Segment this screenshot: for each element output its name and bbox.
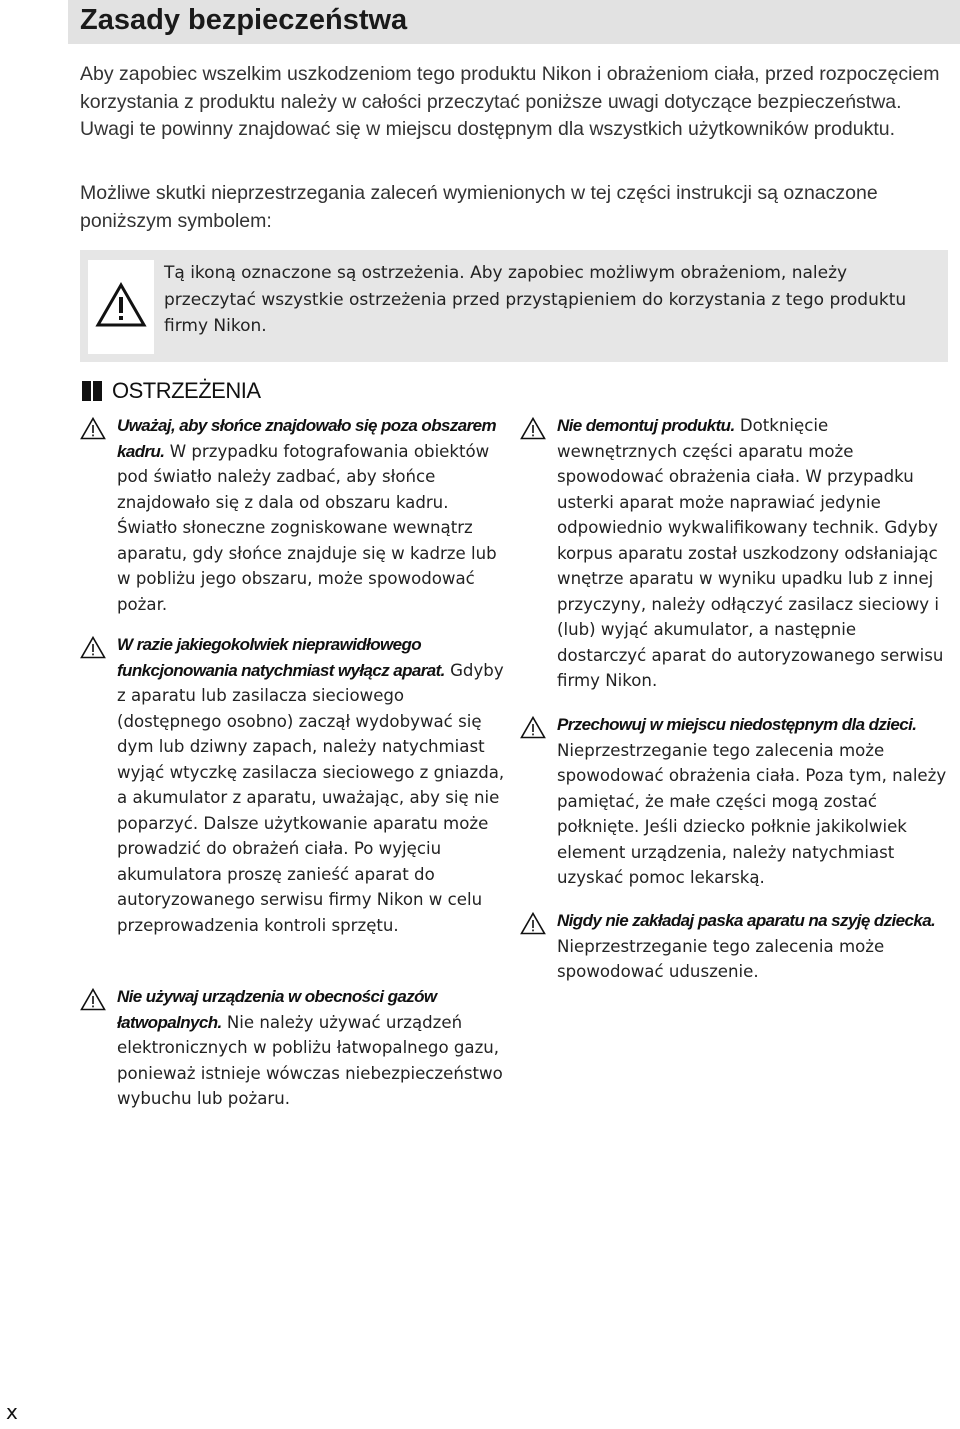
warning-text: Gdyby z aparatu lub zasilacza sieciowego (dostępnego osobno) zaczął wydobywać się dym lub dziwny zapach, należy natychmiast wyjąć wtyczkę zasilacza sieciowego z gniazda, a akumulator z aparatu, uważając, aby się nie poparzyć. Dalsze użytkowanie aparatu może prowadzić do obrażeń ciała. Po wyjęciu akumulatora proszę zanieść aparat do autoryzowanego serwisu firmy Nikon w celu przeprowadzenia kontroli sprzętu.	[117, 660, 505, 935]
warning-heading: Nigdy nie zakładaj paska aparatu na szyję dziecka.	[557, 911, 936, 930]
warning-heading: Uważaj, aby słońce znajdowało się poza obszarem kadru.	[117, 416, 496, 461]
warning-triangle-icon	[95, 282, 147, 328]
warning-item	[520, 712, 950, 908]
warning-triangle-icon	[80, 636, 106, 659]
warning-heading: Przechowuj w miejscu niedostępnym dla dzieci.	[557, 715, 917, 734]
warning-text: W przypadku fotografowania obiektów pod światło należy zadbać, aby słońce znajdowało się z dala od obszaru kadru. Światło słoneczne zogniskowane wewnątrz aparatu, gdy słońce znajduje się w kadrze lub w pobliżu jego obszaru, może spowodować pożar.	[117, 441, 497, 614]
warning-triangle-icon	[520, 417, 546, 440]
page-title: Zasady bezpieczeństwa	[80, 4, 408, 36]
intro-symbol-paragraph: Możliwe skutki nieprzestrzegania zaleceń wymienionych w tej części instrukcji są oznaczone poniższym symbolem:	[80, 182, 878, 232]
notice-icon-frame	[88, 260, 154, 354]
warning-text: Nie należy używać urządzeń elektronicznych w pobliżu łatwopalnego gazu, ponieważ istnieje wówczas niebezpieczeństwo wybuchu lub pożaru.	[117, 1012, 503, 1108]
warning-item	[80, 413, 505, 632]
notice-text: Tą ikoną oznaczone są ostrzeżenia. Aby zapobiec możliwym obrażeniom, należy przeczytać wszystkie ostrzeżenia przed przystąpieniem do korzystania z tego produktu firmy Nikon.	[164, 263, 907, 336]
warning-triangle-icon	[80, 417, 106, 440]
warning-heading: Nie używaj urządzenia w obecności gazów łatwopalnych.	[117, 987, 437, 1032]
warning-item	[80, 632, 505, 984]
warning-text: Nieprzestrzeganie tego zalecenia może spowodować obrażenia ciała. Poza tym, należy pamiętać, że małe części mogą zostać połknięte. Jeśli dziecko połknie jakikolwiek element urządzenia, należy natychmiast uzyskać pomoc lekarską.	[557, 740, 947, 887]
warning-triangle-icon	[520, 912, 546, 935]
warning-item	[520, 908, 950, 985]
section-title: OSTRZEŻENIA	[112, 378, 261, 403]
warning-item	[520, 413, 950, 712]
section-header	[82, 376, 261, 406]
warning-triangle-icon	[520, 716, 546, 739]
warning-text: Dotknięcie wewnętrznych części aparatu może spowodować obrażenia ciała. W przypadku usterki aparat może naprawiać jedynie odpowiednio wykwalifikowany technik. Gdyby korpus aparatu został uszkodzony odsłaniając wnętrze aparatu w wyniku upadku lub z innej przyczyny, należy odłączyć zasilacz sieciowy i (lub) wyjąć akumulator, a następnie dostarczyć aparat do autoryzowanego serwisu firmy Nikon.	[557, 416, 944, 690]
warning-item	[80, 984, 505, 1112]
warning-triangle-icon	[80, 988, 106, 1011]
warnings-column-left	[80, 413, 505, 1112]
warnings-column-right	[520, 413, 950, 985]
warning-text: Nieprzestrzeganie tego zalecenia może spowodować uduszenie.	[557, 936, 885, 981]
section-marker-icon	[82, 381, 102, 401]
title-bar	[68, 0, 960, 44]
warning-heading: Nie demontuj produktu.	[557, 416, 735, 435]
intro-paragraph: Aby zapobiec wszelkim uszkodzeniom tego produktu Nikon i obrażeniom ciała, przed rozpoczęciem korzystania z produktu należy w całości przeczytać poniższe uwagi dotyczące bezpieczeństwa. Uwagi te powinny znajdować się w miejscu dostępnym dla wszystkich użytkowników produktu.	[80, 63, 940, 140]
warning-notice-box	[80, 250, 948, 362]
warning-heading: W razie jakiegokolwiek nieprawidłowego funkcjonowania natychmiast wyłącz aparat.	[117, 635, 445, 680]
page-number: x	[6, 1400, 18, 1424]
